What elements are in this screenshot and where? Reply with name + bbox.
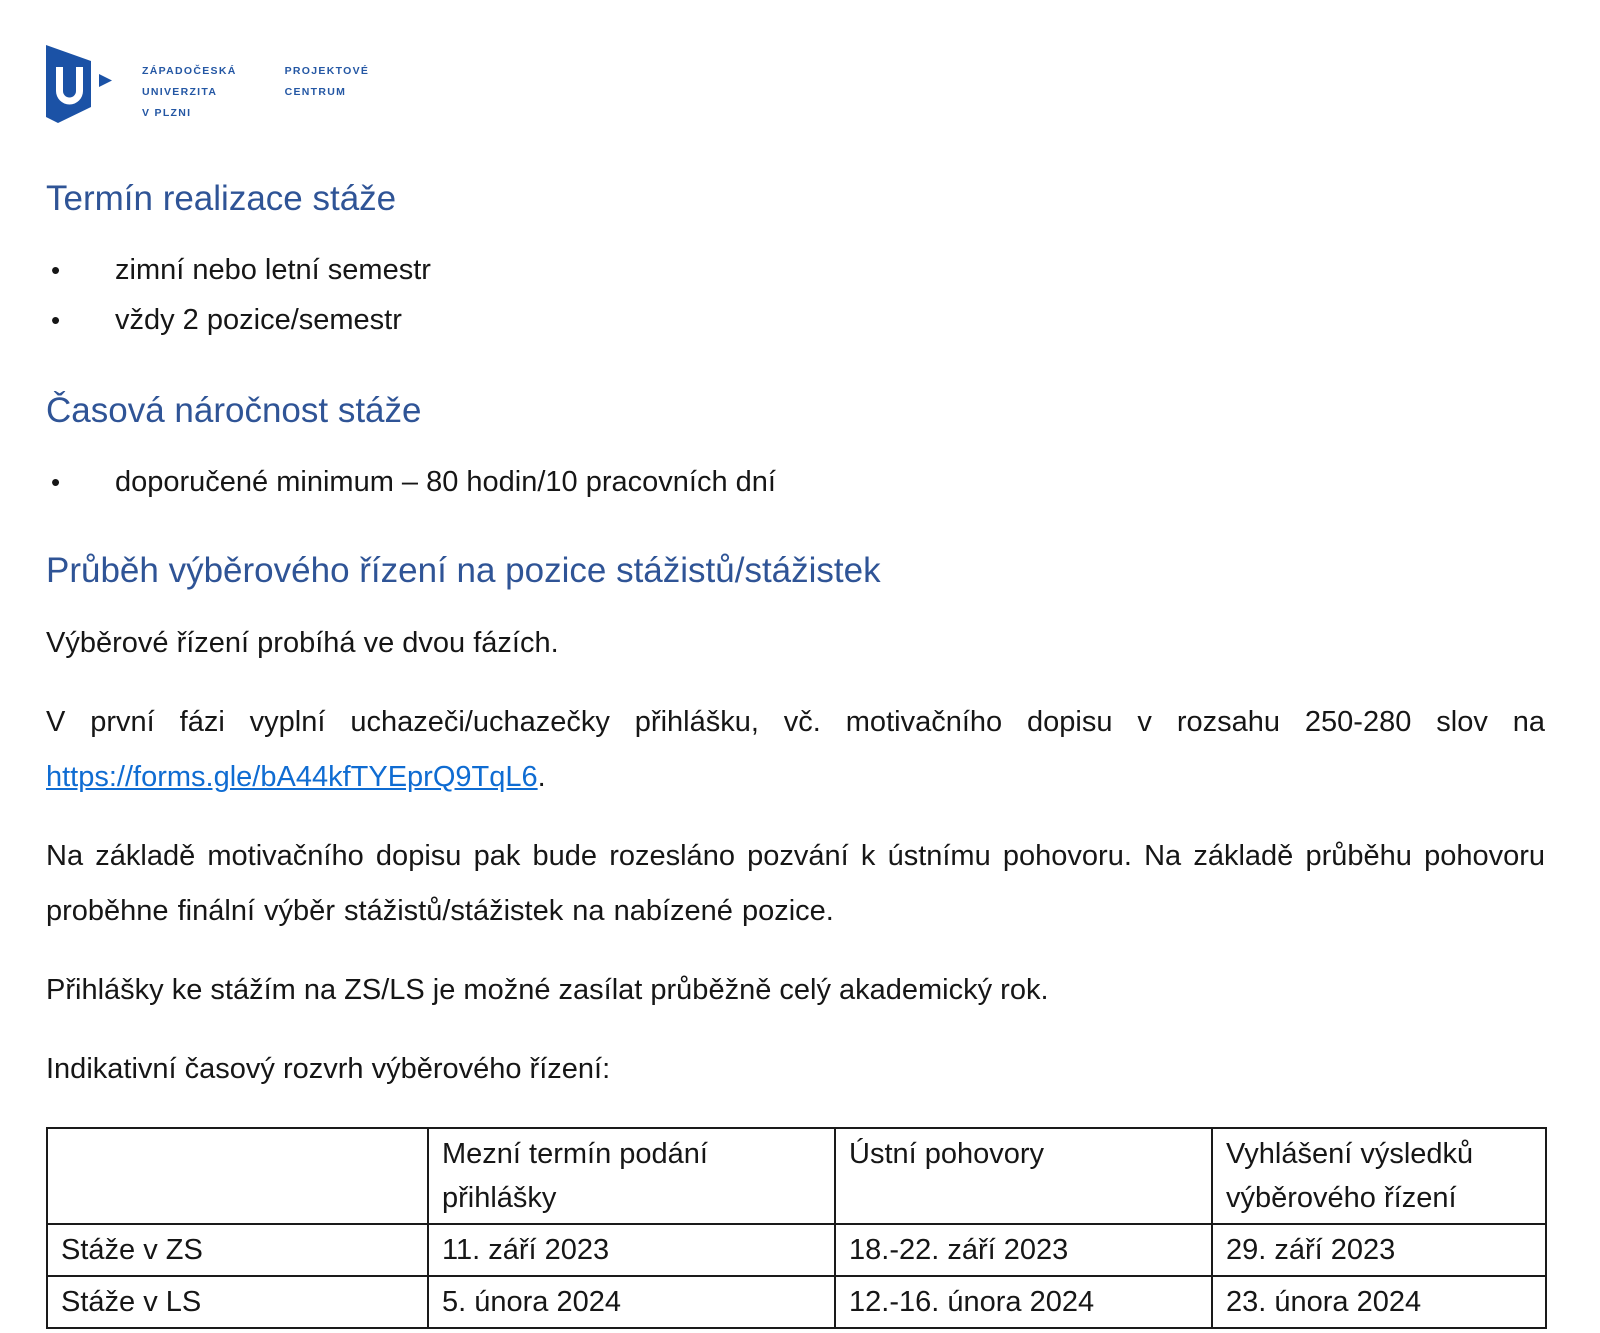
term-list — [46, 245, 1545, 345]
logo-unit-name — [285, 61, 370, 124]
heading-prubeh-rizeni: Průběh výběrového řízení na pozice stážistů/stážistek — [46, 550, 881, 590]
paragraph-phase2: Na základě motivačního dopisu pak bude rozesláno pozvání k ústnímu pohovoru. Na základě průběhu pohovoru proběhne finální výběr stážistů/stážistek na nabízené pozice. — [46, 840, 1545, 928]
heading-term-realizace: Termín realizace stáže — [46, 179, 397, 218]
header-cell-interviews: Ústní pohovory — [835, 1128, 1212, 1224]
logo-line: V PLZNI — [142, 107, 192, 119]
header-cell-empty — [47, 1128, 428, 1224]
phase1-text-end: . — [537, 761, 546, 794]
logo-line: CENTRUM — [284, 86, 347, 98]
zcu-logo-icon — [46, 45, 124, 132]
logo-university-name — [142, 61, 237, 124]
list-item — [46, 457, 1545, 507]
table-cell: 18.-22. září 2023 — [835, 1224, 1212, 1276]
table-cell: 23. února 2024 — [1212, 1276, 1546, 1328]
logo-line: ZÁPADOČESKÁ — [142, 65, 237, 77]
logo-line: UNIVERZITA — [142, 86, 218, 98]
list-item — [46, 295, 1545, 345]
list-item-text: vždy 2 pozice/semestr — [115, 303, 402, 336]
application-form-link[interactable]: https://forms.gle/bA44kfTYEprQ9TqL6 — [46, 761, 538, 794]
table-cell: 5. února 2024 — [428, 1276, 835, 1328]
header-cell-deadline: Mezní termín podání přihlášky — [428, 1128, 835, 1224]
zcu-logo-mark-icon — [46, 45, 124, 127]
header-cell-results: Vyhlášení výsledků výběrového řízení — [1212, 1128, 1546, 1224]
table-cell: 29. září 2023 — [1212, 1224, 1546, 1276]
list-item-text: doporučené minimum – 80 hodin/10 pracovních dní — [115, 465, 776, 498]
table-cell: Stáže v LS — [47, 1276, 428, 1328]
bullet-icon: • — [51, 466, 61, 497]
phase1-text: V první fázi vyplní uchazeči/uchazečky přihlášku, vč. motivačního dopisu v rozsahu 250-280 slov na — [46, 706, 1545, 739]
paragraph-phase1 — [46, 695, 1545, 805]
table-cell: 11. září 2023 — [428, 1224, 835, 1276]
time-list — [46, 457, 1545, 507]
bullet-icon: • — [51, 304, 61, 335]
logo-line: PROJEKTOVÉ — [284, 65, 370, 77]
paragraph-schedule-intro: Indikativní časový rozvrh výběrového řízení: — [46, 1053, 611, 1086]
table-row — [47, 1224, 1546, 1276]
table-cell: Stáže v ZS — [47, 1224, 428, 1276]
paragraph-intro: Výběrové řízení probíhá ve dvou fázích. — [46, 627, 559, 660]
table-cell: 12.-16. února 2024 — [835, 1276, 1212, 1328]
table-row — [47, 1276, 1546, 1328]
list-item-text: zimní nebo letní semestr — [115, 253, 431, 286]
bullet-icon: • — [51, 254, 61, 285]
logo-text — [142, 61, 369, 124]
paragraph-applications: Přihlášky ke stážím na ZS/LS je možné zasílat průběžně celý akademický rok. — [46, 974, 1049, 1007]
list-item — [46, 245, 1545, 295]
schedule-table — [46, 1127, 1547, 1329]
heading-casova-narocnost: Časová náročnost stáže — [46, 390, 422, 430]
table-header-row — [47, 1128, 1546, 1224]
university-logo — [46, 45, 1545, 127]
